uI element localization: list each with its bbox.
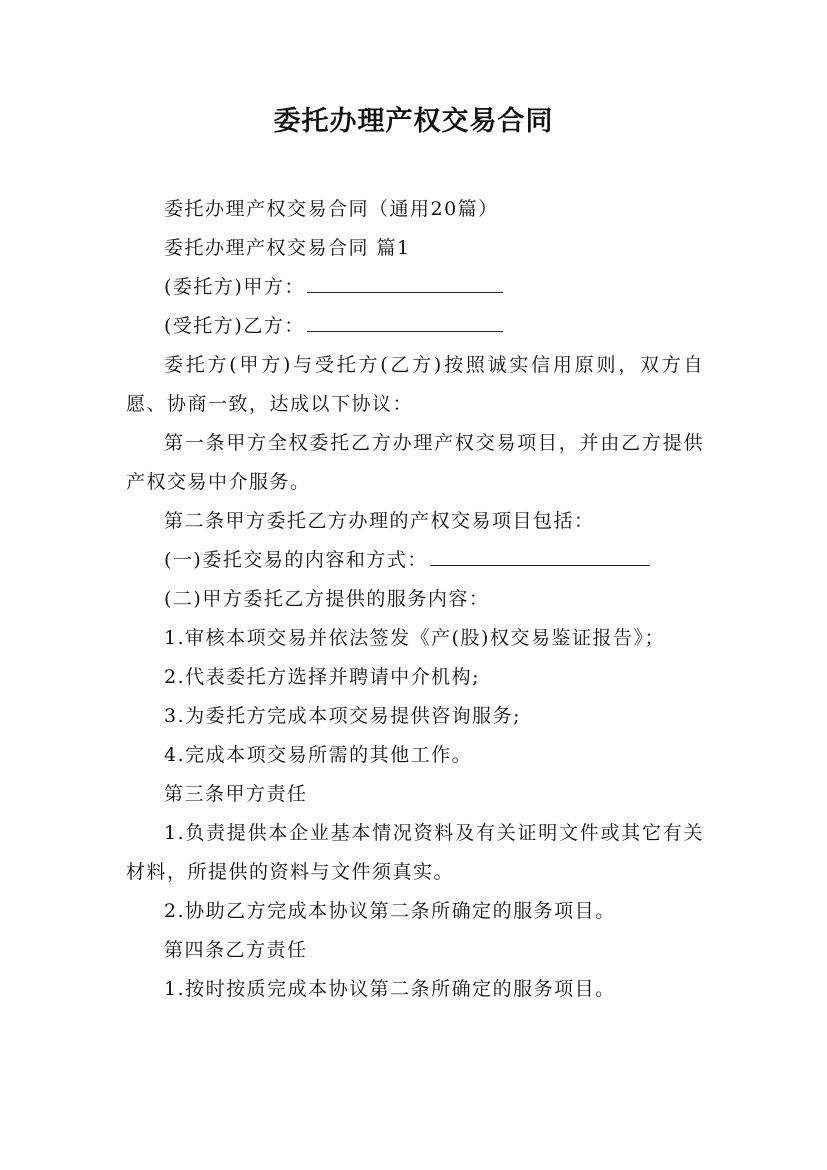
- article-3: 第三条甲方责任: [164, 783, 308, 805]
- service-item-2: 2.代表委托方选择并聘请中介机构;: [164, 666, 481, 688]
- party-b-blank: [307, 309, 503, 332]
- intro-paragraph: 委托方(甲方)与受托方(乙方)按照诚实信用原则，双方自愿、协商一致，达成以下协议：: [126, 354, 704, 415]
- subtitle-line: 委托办理产权交易合同（通用20篇）: [164, 198, 499, 220]
- article-3-item-1: 1.负责提供本企业基本情况资料及有关证明文件或其它有关材料，所提供的资料与文件须真实。: [126, 822, 704, 883]
- article-4: 第四条乙方责任: [164, 939, 308, 961]
- party-b-line: [126, 307, 704, 346]
- article-4-item-1: 1.按时按质完成本协议第二条所确定的服务项目。: [164, 978, 616, 1000]
- article-2-item-1-label: (一)委托交易的内容和方式：: [164, 549, 428, 571]
- article-1: 第一条甲方全权委托乙方办理产权交易项目，并由乙方提供产权交易中介服务。: [126, 432, 704, 493]
- service-item-3: 3.为委托方完成本项交易提供咨询服务;: [164, 705, 522, 727]
- document-title: 委托办理产权交易合同: [273, 106, 554, 137]
- party-b-label: (受托方)乙方：: [164, 315, 305, 337]
- document-body: [126, 190, 704, 1009]
- article-2-item-1: [126, 541, 704, 580]
- article-3-item-2: 2.协助乙方完成本协议第二条所确定的服务项目。: [164, 900, 616, 922]
- heading-piece-1: 委托办理产权交易合同 篇1: [164, 237, 411, 259]
- article-2-item-2: (二)甲方委托乙方提供的服务内容：: [164, 588, 490, 610]
- service-item-1: 1.审核本项交易并依法签发《产(股)权交易鉴证报告》；: [164, 627, 665, 649]
- service-item-4: 4.完成本项交易所需的其他工作。: [164, 744, 473, 766]
- party-a-blank: [307, 270, 503, 293]
- article-2: 第二条甲方委托乙方办理的产权交易项目包括：: [164, 510, 595, 532]
- article-2-item-1-blank: [430, 543, 650, 566]
- party-a-label: (委托方)甲方：: [164, 276, 305, 298]
- party-a-line: [126, 268, 704, 307]
